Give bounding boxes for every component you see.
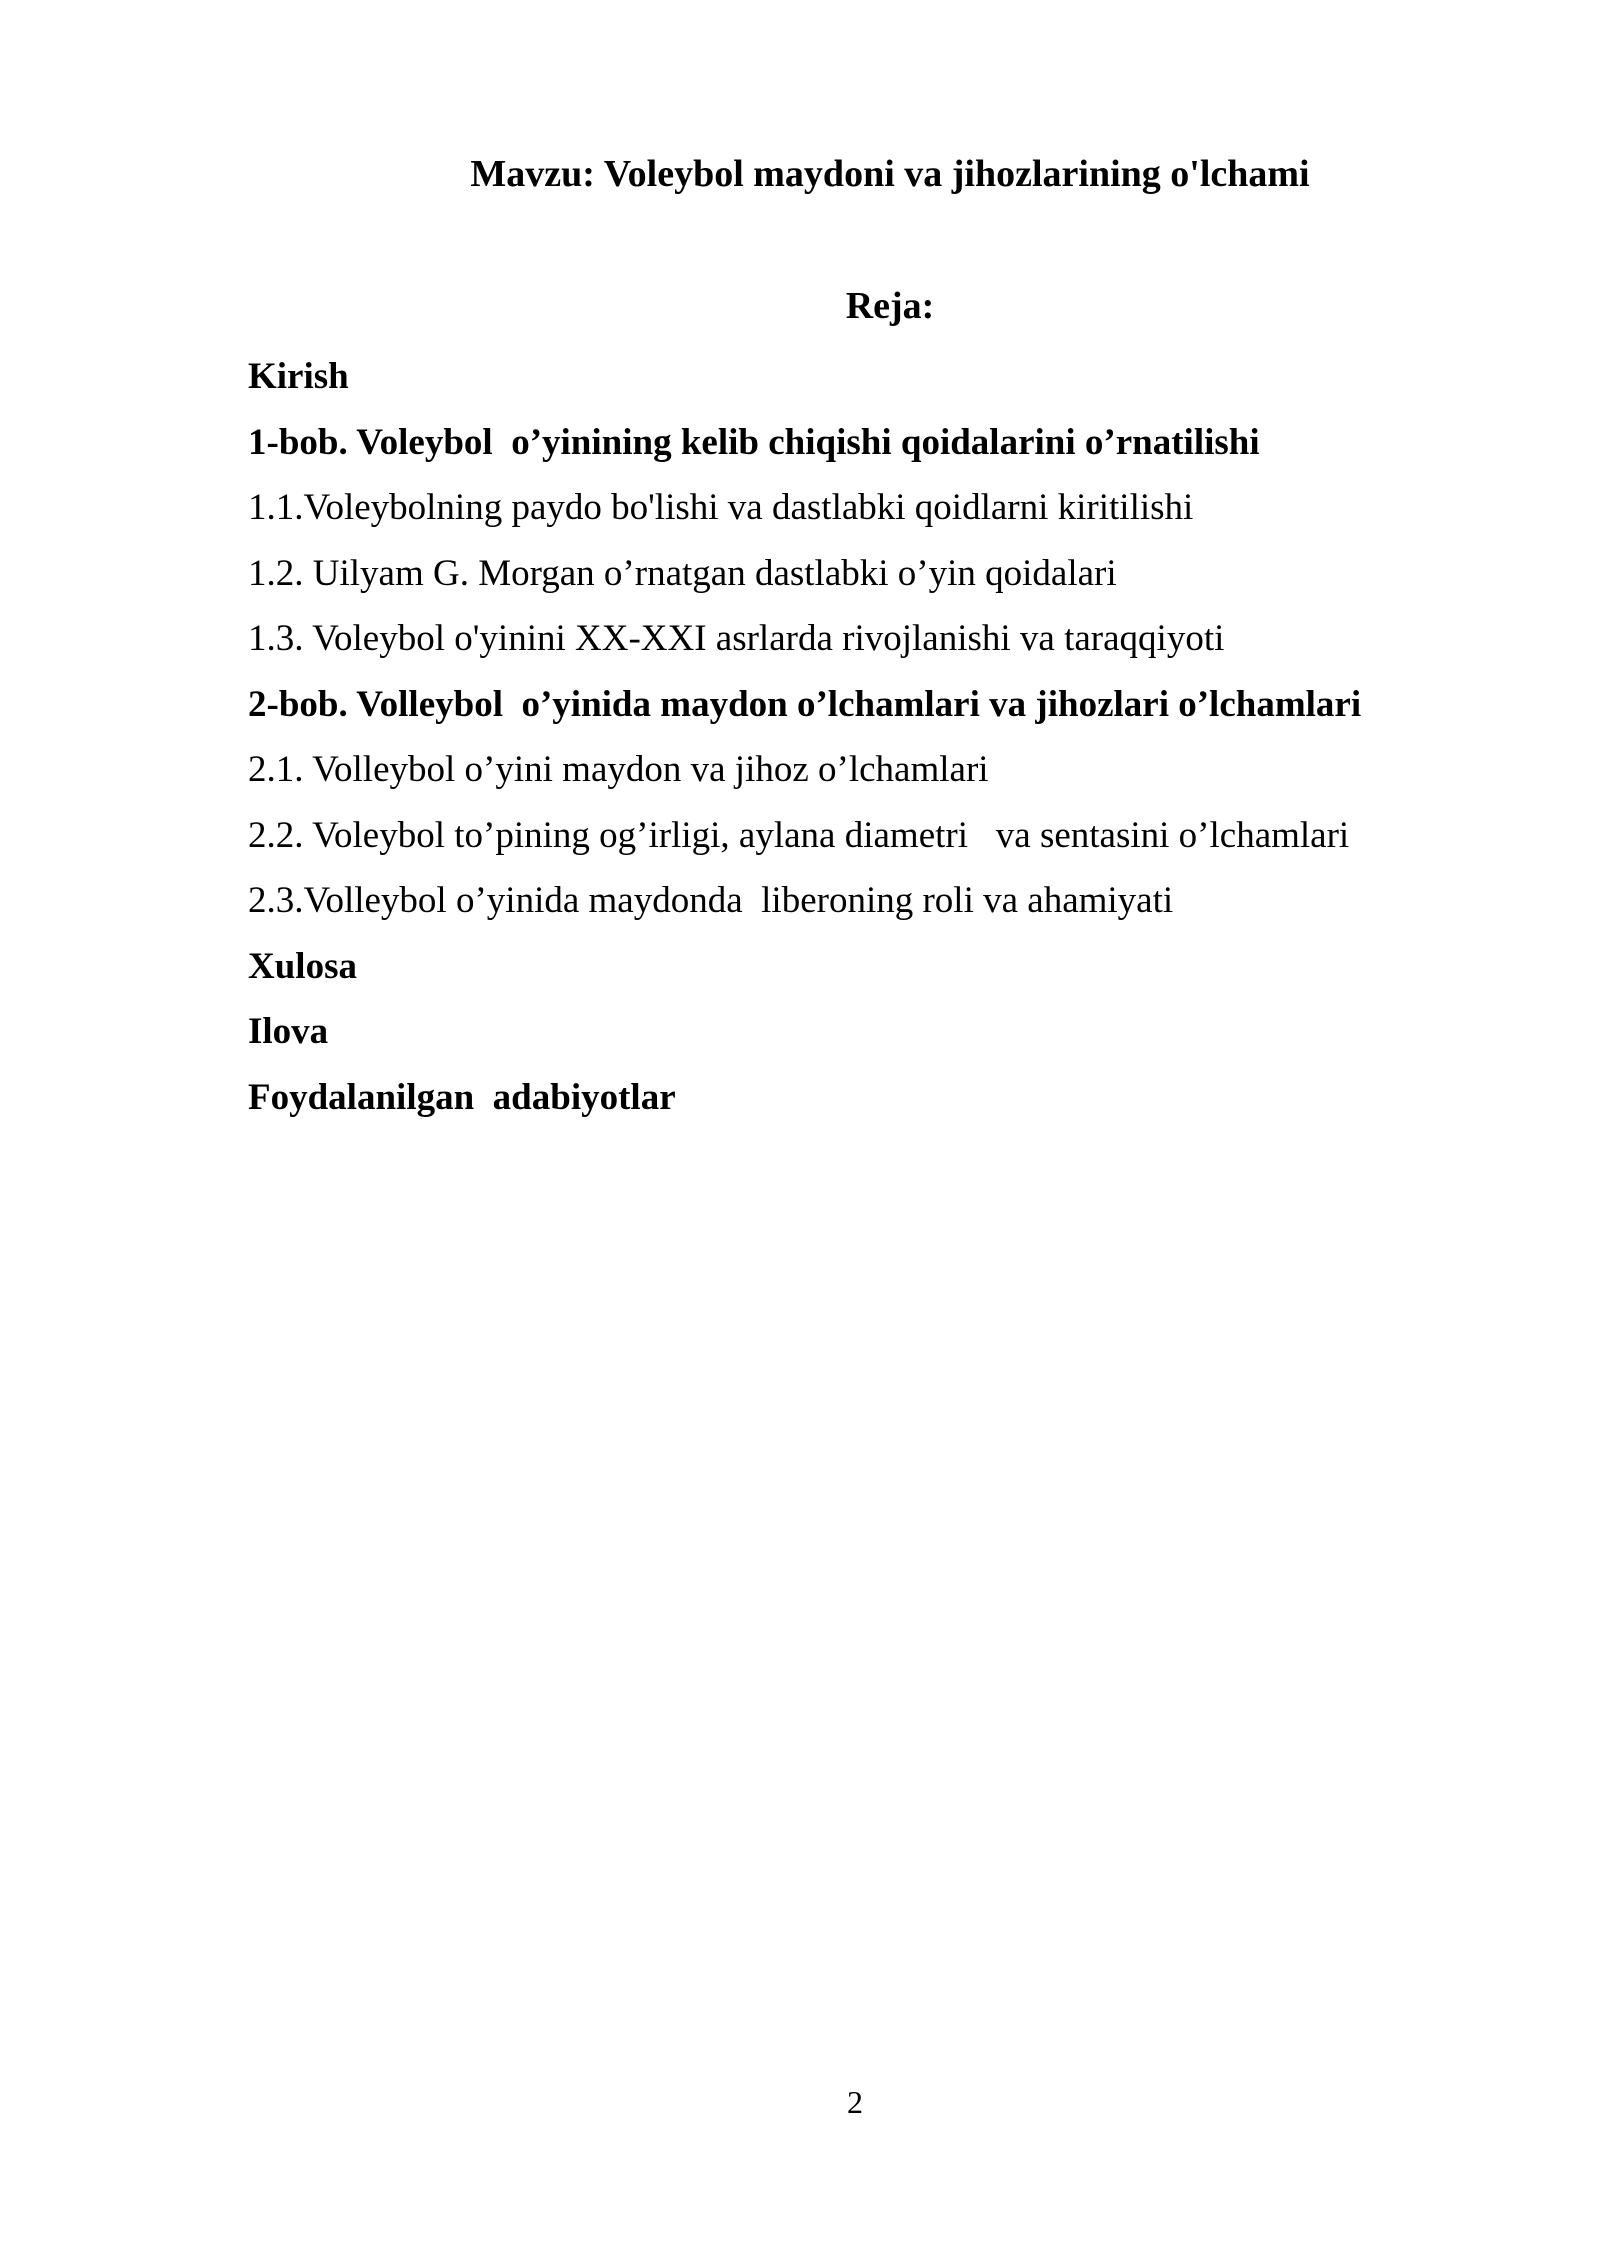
toc-item-chapter-1: 1-bob. Voleybol o’yinining kelib chiqishi qoidalarini o’rnatilishi <box>248 421 1260 463</box>
toc-item-section-1-3: 1.3. Voleybol o'yinini XX-XXI asrlarda rivojlanishi va taraqqiyoti <box>248 618 1225 659</box>
toc-item-section-2-2: 2.2. Voleybol to’pining og’irligi, aylana diametri va sentasini o’lchamlari <box>248 814 1350 856</box>
toc-item-section-2-1: 2.1. Volleybol o’yini maydon va jihoz o’lchamlari <box>248 749 989 790</box>
toc-item-appendix: Ilova <box>248 1011 329 1052</box>
toc-item-section-2-3: 2.3.Volleybol o’yinida maydonda liberoning roli va ahamiyati <box>248 880 1174 921</box>
toc-item-references: Foydalanilgan adabiyotlar <box>248 1076 676 1118</box>
toc-item-chapter-2: 2-bob. Volleybol o’yinida maydon o’lchamlari va jihozlari o’lchamlari <box>248 683 1362 725</box>
page-number: 2 <box>847 2084 863 2120</box>
toc-item-introduction: Kirish <box>248 356 349 397</box>
document-title: Mavzu: Voleybol maydoni va jihozlarining o'lchami <box>470 153 1310 195</box>
table-of-contents <box>248 344 1508 1130</box>
toc-item-section-1-1: 1.1.Voleybolning paydo bo'lishi va dastlabki qoidlarni kiritilishi <box>248 487 1194 528</box>
plan-heading: Reja: <box>845 285 935 327</box>
toc-item-section-1-2: 1.2. Uilyam G. Morgan o’rnatgan dastlabki o’yin qoidalari <box>248 552 1117 594</box>
toc-item-conclusion: Xulosa <box>248 945 357 987</box>
